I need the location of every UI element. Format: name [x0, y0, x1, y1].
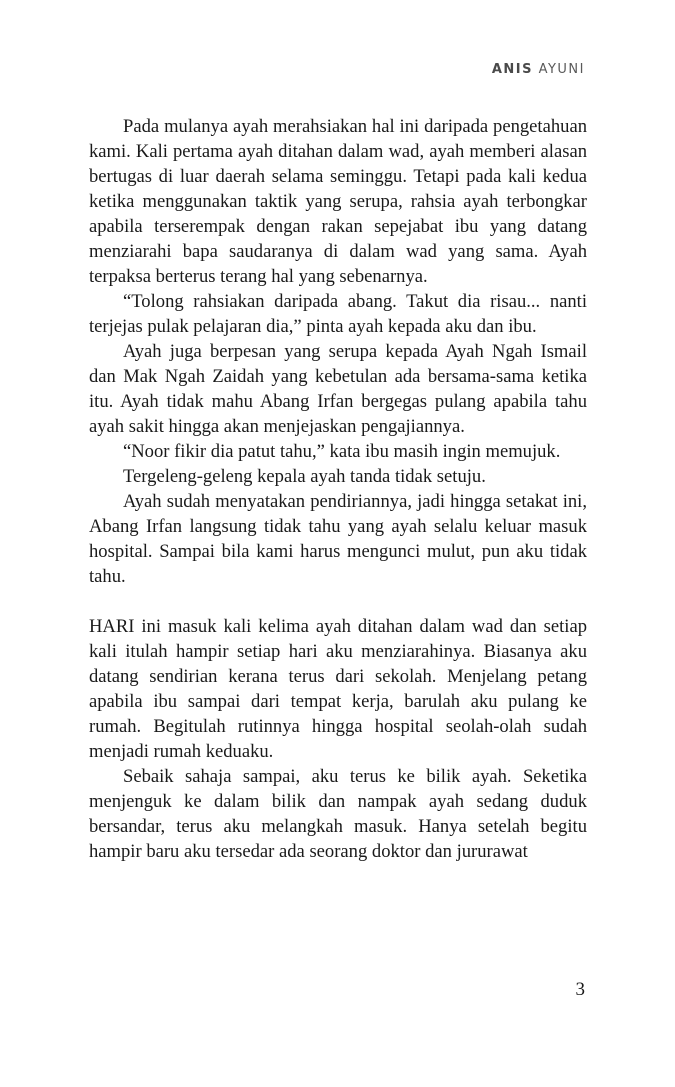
- paragraph: Pada mulanya ayah merahsiakan hal ini daripada pengetahuan kami. Kali pertama ayah ditahan dalam wad, ayah memberi alasan bertugas di luar daerah selama seminggu. Tetapi pada kali kedua ketika menggunakan taktik yang serupa, rahsia ayah terbongkar apabila terserempak dengan rakan sepejabat ibu yang datang menziarahi bapa saudaranya di dalam wad yang sama. Ayah terpaksa berterus terang hal yang sebenarnya.: [89, 116, 587, 287]
- page-number: 3: [575, 979, 585, 1000]
- paragraph: Tergeleng-geleng kepala ayah tanda tidak setuju.: [123, 466, 486, 487]
- paragraph: “Tolong rahsiakan daripada abang. Takut dia risau... nanti terjejas pulak pelajaran dia,” pinta ayah kepada aku dan ibu.: [89, 291, 587, 337]
- paragraph: Ayah sudah menyatakan pendiriannya, jadi hingga setakat ini, Abang Irfan langsung tidak tahu yang ayah selalu keluar masuk hospital. Sampai bila kami harus mengunci mulut, pun aku tidak tahu.: [89, 491, 587, 587]
- running-head: [492, 62, 585, 77]
- section-start-paragraph: HARI ini masuk kali kelima ayah ditahan dalam wad dan setiap kali itulah hampir setiap hari aku menziarahinya. Biasanya aku datang sendirian kerana terus dari sekolah. Menjelang petang apabila ibu sampai dari tempat kerja, barulah aku pulang ke rumah. Begitulah rutinnya hingga hospital seolah-olah sudah menjadi rumah keduaku.: [89, 616, 587, 762]
- paragraph: Ayah juga berpesan yang serupa kepada Ayah Ngah Ismail dan Mak Ngah Zaidah yang kebetulan ada bersama-sama ketika itu. Ayah tidak mahu Abang Irfan bergegas pulang apabila tahu ayah sakit hingga akan menjejaskan pengajiannya.: [89, 341, 587, 437]
- author-last-name: AYUNI: [538, 62, 585, 77]
- author-first-name: ANIS: [491, 62, 533, 77]
- body-text: [89, 114, 587, 864]
- paragraph: “Noor fikir dia patut tahu,” kata ibu masih ingin memujuk.: [123, 441, 561, 462]
- paragraph: Sebaik sahaja sampai, aku terus ke bilik ayah. Seketika menjenguk ke dalam bilik dan nampak ayah sedang duduk bersandar, terus aku melangkah masuk. Hanya setelah begitu hampir baru aku tersedar ada seorang doktor dan jururawat: [89, 766, 587, 862]
